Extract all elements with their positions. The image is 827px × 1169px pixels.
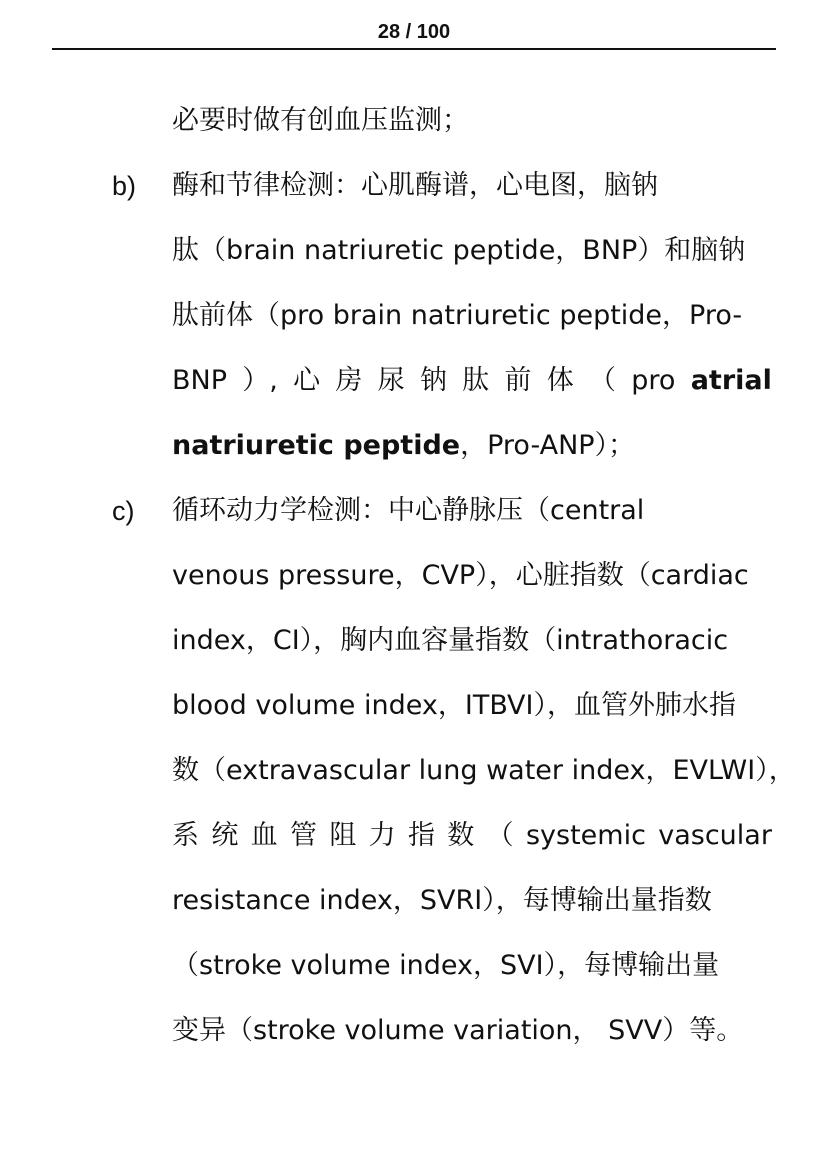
text-line bbox=[172, 166, 772, 206]
word-bold: atrial bbox=[690, 365, 772, 396]
word: vascular bbox=[658, 820, 772, 851]
line-text: blood volume index，ITBVI），血管外肺水指 bbox=[172, 690, 736, 721]
list-marker-b: b) bbox=[112, 171, 137, 201]
line-bold-text: natriuretic peptide bbox=[172, 430, 461, 461]
line-text: 变异（stroke volume variation， SVV）等。 bbox=[172, 1015, 744, 1046]
text-line bbox=[172, 881, 772, 921]
text-line-justified bbox=[172, 361, 772, 401]
line-text: index，CI），胸内血容量指数（intrathoracic bbox=[172, 625, 729, 656]
word: 血 bbox=[250, 820, 278, 851]
word: （ bbox=[486, 820, 514, 851]
word: 阻 bbox=[329, 820, 357, 851]
word: 力 bbox=[368, 820, 396, 851]
line-text: 循环动力学检测：中心静脉压（central bbox=[172, 495, 645, 526]
line-text: （stroke volume index，SVI），每博输出量 bbox=[172, 950, 720, 981]
word: pro bbox=[631, 365, 676, 396]
line-text: 酶和节律检测：心肌酶谱，心电图，脑钠 bbox=[172, 170, 658, 201]
text-line bbox=[172, 491, 772, 531]
text-line bbox=[172, 426, 772, 466]
word: 房 bbox=[335, 365, 363, 396]
text-line bbox=[172, 101, 772, 141]
line-text: venous pressure，CVP），心脏指数（cardiac bbox=[172, 560, 749, 591]
line-text: 数（extravascular lung water index，EVLWI）， bbox=[172, 755, 796, 786]
word: 心 bbox=[293, 365, 321, 396]
text-line bbox=[172, 946, 772, 986]
text-line bbox=[172, 621, 772, 661]
word: 系 bbox=[172, 820, 199, 851]
word: BNP bbox=[172, 365, 228, 396]
word: systemic bbox=[525, 820, 646, 851]
word: 肽 bbox=[462, 365, 490, 396]
text-line bbox=[172, 1011, 772, 1051]
word: 尿 bbox=[377, 365, 405, 396]
word: 钠 bbox=[419, 365, 447, 396]
text-line bbox=[172, 751, 796, 791]
text-line bbox=[172, 296, 772, 336]
word: 统 bbox=[211, 820, 239, 851]
line-text: 肽（brain natriuretic peptide，BNP）和脑钠 bbox=[172, 235, 746, 266]
text-line bbox=[172, 686, 772, 726]
word: （ bbox=[589, 365, 616, 396]
line-text: 必要时做有创血压监测； bbox=[172, 105, 469, 136]
line-text: resistance index，SVRI），每博输出量指数 bbox=[172, 885, 712, 916]
text-line bbox=[172, 231, 772, 271]
word: 前 bbox=[504, 365, 532, 396]
page-header bbox=[52, 18, 776, 50]
word: 数 bbox=[447, 820, 475, 851]
line-text: ，Pro-ANP）； bbox=[460, 430, 636, 461]
word: 体 bbox=[546, 365, 574, 396]
word: 管 bbox=[289, 820, 317, 851]
text-line-justified bbox=[172, 816, 772, 856]
page-number: 28 / 100 bbox=[377, 21, 451, 43]
text-line bbox=[172, 556, 772, 596]
word: 指 bbox=[407, 820, 435, 851]
list-marker-c: c) bbox=[112, 496, 135, 526]
line-text: 肽前体（pro brain natriuretic peptide，Pro- bbox=[172, 300, 743, 331]
word: ）, bbox=[242, 365, 278, 396]
